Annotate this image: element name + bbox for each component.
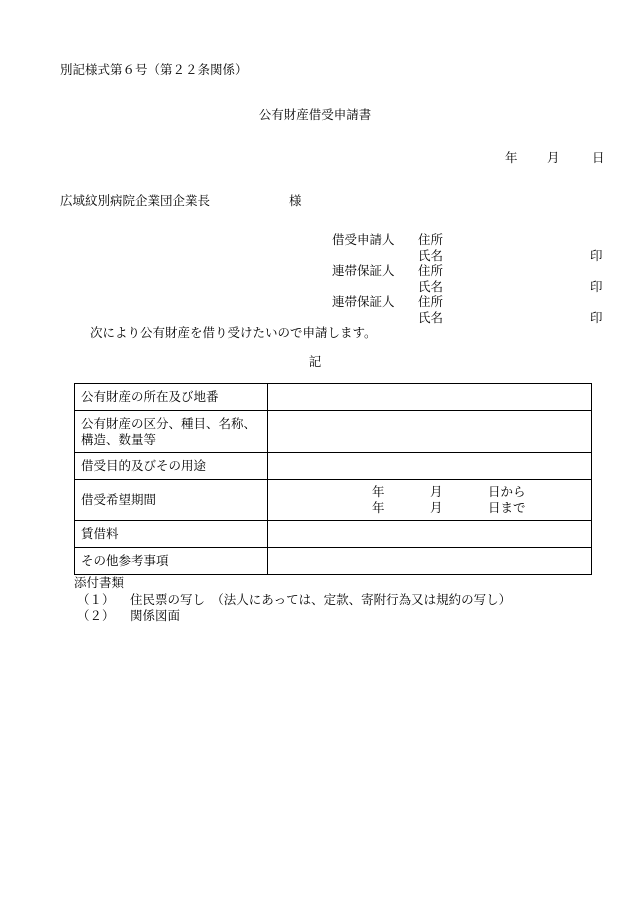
date-month: 月 bbox=[547, 150, 560, 165]
attachment-text: 関係図面 bbox=[130, 608, 181, 623]
to-month: 月 bbox=[430, 500, 443, 515]
guarantor-role: 連帯保証人 bbox=[332, 294, 395, 309]
table-row bbox=[75, 548, 592, 575]
addressee-honorific: 様 bbox=[289, 193, 302, 208]
address-label: 住所 bbox=[418, 294, 444, 309]
attachment-num: （２） bbox=[77, 608, 115, 623]
seal-mark: 印 bbox=[590, 310, 603, 325]
to-day: 日まで bbox=[488, 500, 526, 515]
table-row bbox=[75, 521, 592, 548]
row-label-line: 公有財産の区分、種目、名称、 bbox=[81, 415, 257, 431]
row-label: 借受目的及びその用途 bbox=[75, 453, 268, 480]
row-value-field[interactable] bbox=[268, 548, 592, 575]
address-label: 住所 bbox=[418, 263, 444, 278]
application-table bbox=[74, 383, 592, 575]
row-value-field[interactable] bbox=[268, 411, 592, 453]
table-row bbox=[75, 411, 592, 453]
ki-heading: 記 bbox=[308, 354, 322, 369]
date-year: 年 bbox=[505, 150, 518, 165]
applicant-role: 借受申請人 bbox=[332, 232, 395, 247]
row-label: 借受希望期間 bbox=[75, 480, 268, 521]
seal-mark: 印 bbox=[590, 279, 603, 294]
form-number: 別記様式第６号（第２２条関係） bbox=[60, 62, 248, 77]
row-label bbox=[75, 411, 268, 453]
guarantor-role: 連帯保証人 bbox=[332, 263, 395, 278]
address-label: 住所 bbox=[418, 232, 444, 247]
addressee-name: 広域紋別病院企業団企業長 bbox=[60, 193, 211, 208]
row-label-line: 構造、数量等 bbox=[81, 431, 157, 447]
name-label: 氏名 bbox=[418, 248, 444, 263]
table-row bbox=[75, 384, 592, 411]
table-row bbox=[75, 480, 592, 521]
date-day: 日 bbox=[592, 150, 605, 165]
to-year: 年 bbox=[372, 500, 385, 515]
row-label: 公有財産の所在及び地番 bbox=[75, 384, 268, 411]
attachment-text: 住民票の写し （法人にあっては、定款、寄附行為又は規約の写し） bbox=[130, 592, 512, 607]
row-value-field[interactable] bbox=[268, 453, 592, 480]
from-day: 日から bbox=[488, 484, 526, 499]
from-year: 年 bbox=[372, 484, 385, 499]
document-title: 公有財産借受申請書 bbox=[258, 107, 372, 122]
table-row bbox=[75, 453, 592, 480]
seal-mark: 印 bbox=[590, 248, 603, 263]
period-dates bbox=[274, 484, 585, 516]
attachment-num: （１） bbox=[77, 592, 115, 607]
row-value-field[interactable] bbox=[268, 521, 592, 548]
row-label: 賃借料 bbox=[75, 521, 268, 548]
intro-text: 次により公有財産を借り受けたいので申請します。 bbox=[90, 325, 377, 340]
from-month: 月 bbox=[430, 484, 443, 499]
row-label: その他参考事項 bbox=[75, 548, 268, 575]
name-label: 氏名 bbox=[418, 310, 444, 325]
row-value-field[interactable] bbox=[268, 384, 592, 411]
attachments-heading: 添付書類 bbox=[74, 575, 125, 590]
period-field[interactable] bbox=[268, 480, 592, 521]
name-label: 氏名 bbox=[418, 279, 444, 294]
